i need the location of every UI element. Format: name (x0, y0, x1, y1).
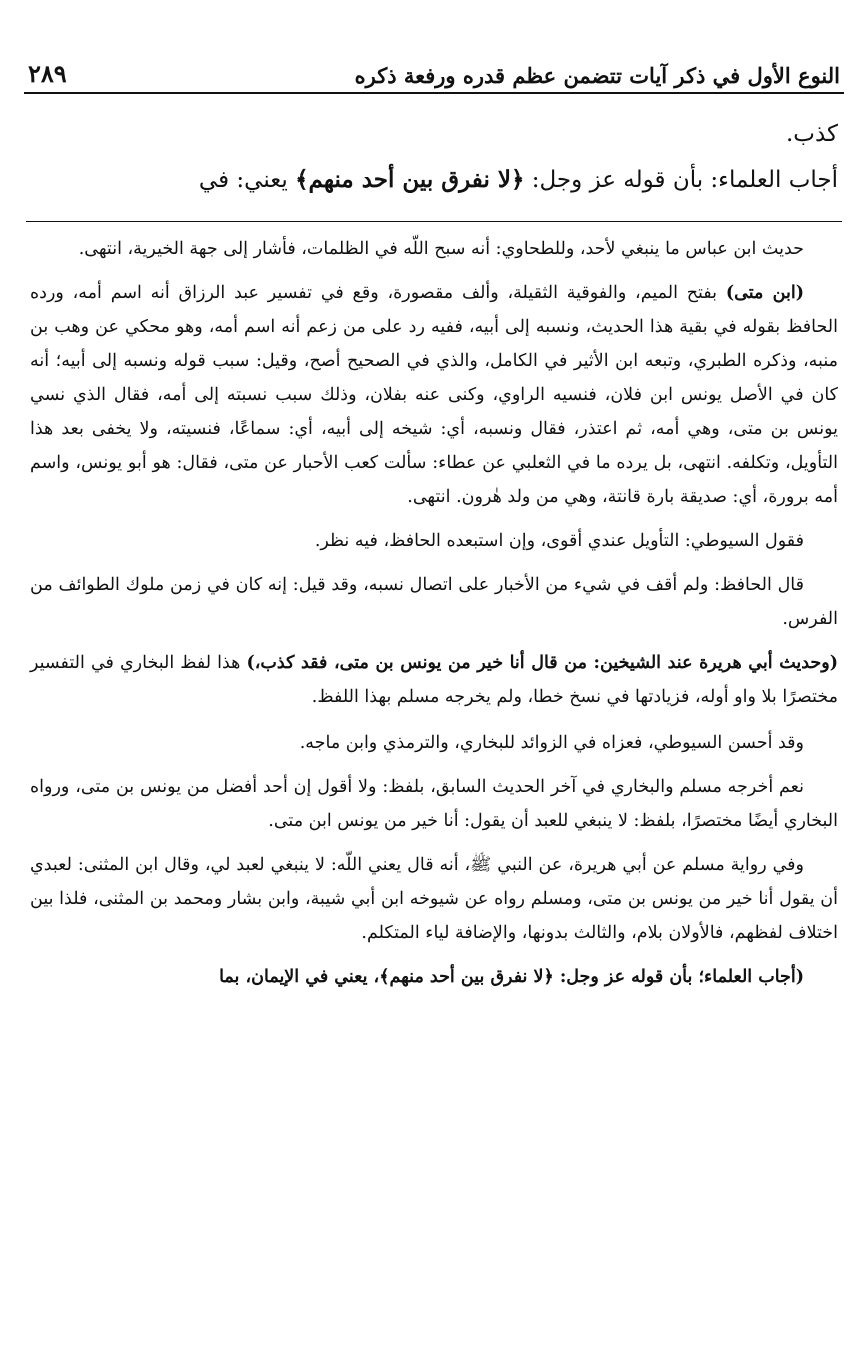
note-paragraph-7: نعم أخرجه مسلم والبخاري في آخر الحديث السابق، بلفظ: ولا أقول إن أحد أفضل من يونس بن متى، ورواه البخاري أيضًا مختصرًا، بلفظ: لا ينبغي للعبد أن يقول: أنا خير من يونس ابن متى. (30, 777, 838, 831)
running-title: النوع الأول في ذكر آيات تتضمن عظم قدره ورفعة ذكره (354, 63, 840, 88)
footnote-divider (26, 221, 842, 222)
commentary (24, 232, 844, 994)
note-paragraph-3: فقول السيوطي: التأويل عندي أقوى، وإن استبعده الحافظ، فيه نظر. (314, 531, 804, 551)
note-paragraph-9 (30, 960, 838, 994)
page-header (24, 56, 844, 94)
note-paragraph-1: حديث ابن عباس ما ينبغي لأحد، وللطحاوي: أنه سبح اللّه في الظلمات، فأشار إلى جهة الخيرية، انتهى. (78, 239, 804, 259)
main-line-2 (30, 157, 838, 203)
quran-quote: ﴿لا نفرق بين أحد منهم﴾ (295, 166, 525, 193)
lemma-ibn-matta: (ابن متى) (725, 283, 804, 303)
note-paragraph-9-start: (أجاب العلماء؛ بأن قوله عز وجل: (553, 967, 804, 987)
quran-quote-2: ﴿لا نفرق بين أحد منهم﴾ (379, 967, 554, 987)
note-paragraph-5 (30, 646, 838, 714)
note-paragraph-9-end: ، يعني في الإيمان، بما (219, 967, 380, 987)
note-paragraph-2-text: بفتح الميم، والفوقية الثقيلة، وألف مقصورة، وقع في تفسير عبد الرزاق أنه اسم أمه، ورده الحافظ بقوله في بقية هذا الحديث، ونسبه إلى أبيه، ففيه رد على من زعم أنه اسم أمه، وهو محكي عن وهب بن منبه، وذكره الطبري، وتبعه ابن الأثير في الكامل، والذي في الصحيح أصح، وقيل: سبب قوله ونسبه إلى أبيه؛ أنه كان في الأصل يونس ابن فلان، فنسيه الراوي، وكنى عنه بفلان، وذلك سبب نسبته إلى أمه، فقال الذي نسي يونس بن متى، وهي أمه، ثم اعتذر، فقال ونسبه، أي: شيخه إلى أبيه، أي: سماعًا، فنسيته، ولا يخفى بعد هذا التأويل، وتكلفه. انتهى، بل يرده ما في الثعلبي عن عطاء: سألت كعب الأحبار عن متى، فقال: هو أبو يونس، واسم أمه برورة، أي: صديقة بارة قانتة، وهي من ولد هٰرون. انتهى. (30, 283, 838, 507)
main-line-2-start: أجاب العلماء: بأن قوله عز وجل: (524, 167, 838, 193)
lemma-abu-hurayra-hadith: (وحديث أبي هريرة عند الشيخين: من قال أنا خير من يونس بن متى، فقد كذب،) (246, 653, 838, 673)
page-number: ٢٨٩ (28, 59, 67, 88)
note-paragraph-5-text: هذا لفظ البخاري في التفسير مختصرًا بلا واو أوله، فزيادتها في نسخ خطا، ولم يخرجه مسلم بهذا اللفظ. (30, 653, 838, 707)
note-paragraph-6: وقد أحسن السيوطي، فعزاه في الزوائد للبخاري، والترمذي وابن ماجه. (299, 733, 804, 753)
main-text (24, 94, 844, 203)
note-paragraph-2 (30, 276, 838, 514)
main-line-2-end: يعني: في (198, 167, 296, 193)
note-paragraph-4: قال الحافظ: ولم أقف في شيء من الأخبار على اتصال نسبه، وقد قيل: إنه كان في زمن ملوك الطوائف من الفرس. (30, 575, 838, 629)
main-line-1: كذب. (786, 121, 838, 147)
note-paragraph-8: وفي رواية مسلم عن أبي هريرة، عن النبي ﷺ، أنه قال يعني اللّه: لا ينبغي لعبد لي، وقال ابن المثنى: لعبدي أن يقول أنا خير من يونس بن متى، ومسلم رواه عن شيوخه ابن أبي شيبة، وابن بشار ومحمد بن المثنى، فلذا بين اختلاف لفظهم، فالأولان بلام، والثالث بدونها، والإضافة لياء المتكلم. (30, 855, 838, 943)
